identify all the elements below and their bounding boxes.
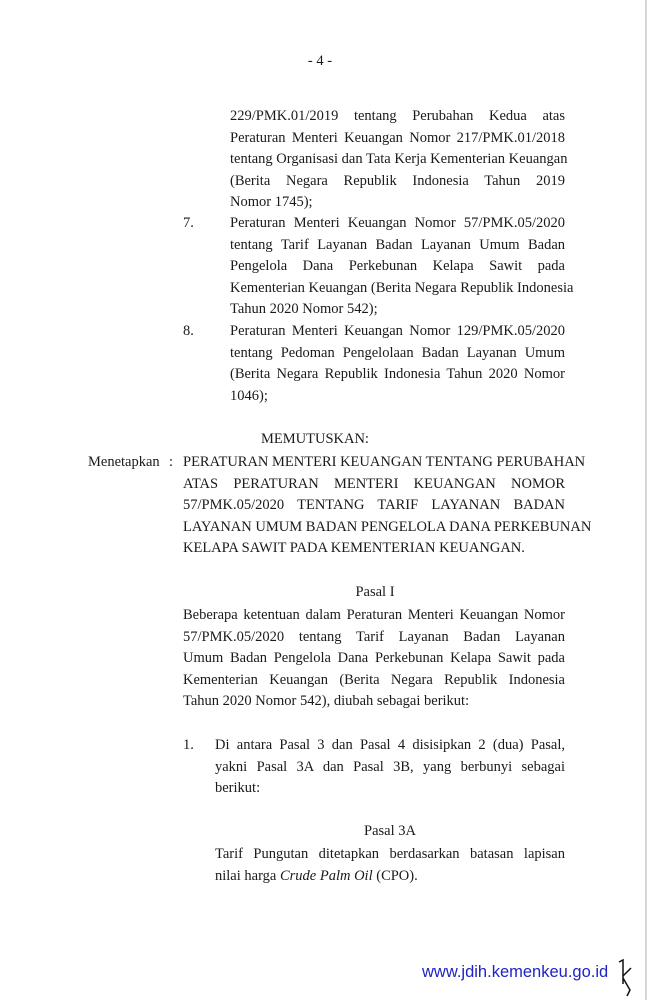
text-line: yakni Pasal 3A dan Pasal 3B, yang berbunyi sebagai	[215, 758, 565, 775]
text-line: Tahun 2020 Nomor 542), diubah sebagai berikut:	[183, 693, 470, 709]
pasal-i-text	[183, 605, 565, 713]
text-line: LAYANAN UMUM BADAN PENGELOLA DANA PERKEBUNAN	[183, 518, 592, 535]
text-line: Beberapa ketentuan dalam Peraturan Menteri Keuangan Nomor	[183, 607, 565, 623]
menetapkan-text	[183, 452, 592, 560]
item-number-7: 7.	[183, 215, 194, 231]
menetapkan-label: Menetapkan	[88, 454, 160, 470]
text-line: Pengelola Dana Perkebunan Kelapa Sawit pada	[230, 258, 565, 274]
text-line: ATAS PERATURAN MENTERI KEUANGAN NOMOR	[183, 475, 565, 492]
initial-signature-icon	[615, 958, 635, 998]
item-8	[230, 321, 565, 407]
item-number-8: 8.	[183, 323, 194, 339]
text-line: Nomor 1745);	[230, 194, 313, 210]
text-segment: (CPO).	[372, 867, 418, 884]
menetapkan-colon: :	[169, 454, 174, 470]
text-line	[215, 866, 565, 888]
text-line: berikut:	[215, 780, 261, 796]
italic-term: Crude Palm Oil	[279, 867, 373, 884]
footer-url-link[interactable]: www.jdih.kemenkeu.go.id	[422, 963, 609, 981]
text-line: PERATURAN MENTERI KEUANGAN TENTANG PERUBAHAN	[183, 454, 586, 470]
change-number-1: 1.	[183, 737, 194, 753]
text-line: tentang Pedoman Pengelolaan Badan Layanan Umum	[230, 344, 565, 361]
text-line: 1046);	[230, 387, 268, 404]
text-line: 229/PMK.01/2019 tentang Perubahan Kedua atas	[230, 108, 565, 124]
pasal-i-heading: Pasal I	[355, 584, 395, 600]
text-line: Tarif Pungutan ditetapkan berdasarkan batasan lapisan	[215, 846, 565, 862]
change-1	[215, 735, 565, 800]
text-line: tentang Organisasi dan Tata Kerja Kementerian Keuangan	[230, 151, 568, 167]
text-line: Peraturan Menteri Keuangan Nomor 129/PMK.05/2020	[230, 323, 565, 339]
text-line: Peraturan Menteri Keuangan Nomor 57/PMK.05/2020	[230, 215, 565, 231]
pasal-3a-text	[215, 844, 565, 887]
text-line: (Berita Negara Republik Indonesia Tahun 2019	[230, 172, 565, 189]
text-line: Tahun 2020 Nomor 542);	[230, 301, 378, 317]
text-line: Di antara Pasal 3 dan Pasal 4 disisipkan 2 (dua) Pasal,	[215, 737, 565, 753]
text-line: Kementerian Keuangan (Berita Negara Republik Indonesia	[183, 671, 565, 688]
text-line: 57/PMK.05/2020 tentang Tarif Layanan Badan Layanan	[183, 628, 565, 645]
text-line: (Berita Negara Republik Indonesia Tahun 2020 Nomor	[230, 366, 565, 382]
text-line: Peraturan Menteri Keuangan Nomor 217/PMK.01/2018	[230, 129, 565, 146]
text-line: 57/PMK.05/2020 TENTANG TARIF LAYANAN BADAN	[183, 497, 565, 513]
pasal-3a-heading: Pasal 3A	[364, 823, 416, 839]
page-edge	[645, 0, 647, 1000]
memutuskan-heading: MEMUTUSKAN:	[261, 431, 369, 447]
text-line: Umum Badan Pengelola Dana Perkebunan Kelapa Sawit pada	[183, 650, 565, 666]
continuation-block	[230, 106, 568, 214]
text-line: Kementerian Keuangan (Berita Negara Republik Indonesia	[230, 279, 574, 296]
text-segment: nilai harga	[215, 867, 280, 884]
text-line: tentang Tarif Layanan Badan Layanan Umum Badan	[230, 236, 565, 253]
text-line: KELAPA SAWIT PADA KEMENTERIAN KEUANGAN.	[183, 540, 525, 556]
page-number: - 4 -	[307, 53, 333, 69]
item-7	[230, 213, 574, 321]
